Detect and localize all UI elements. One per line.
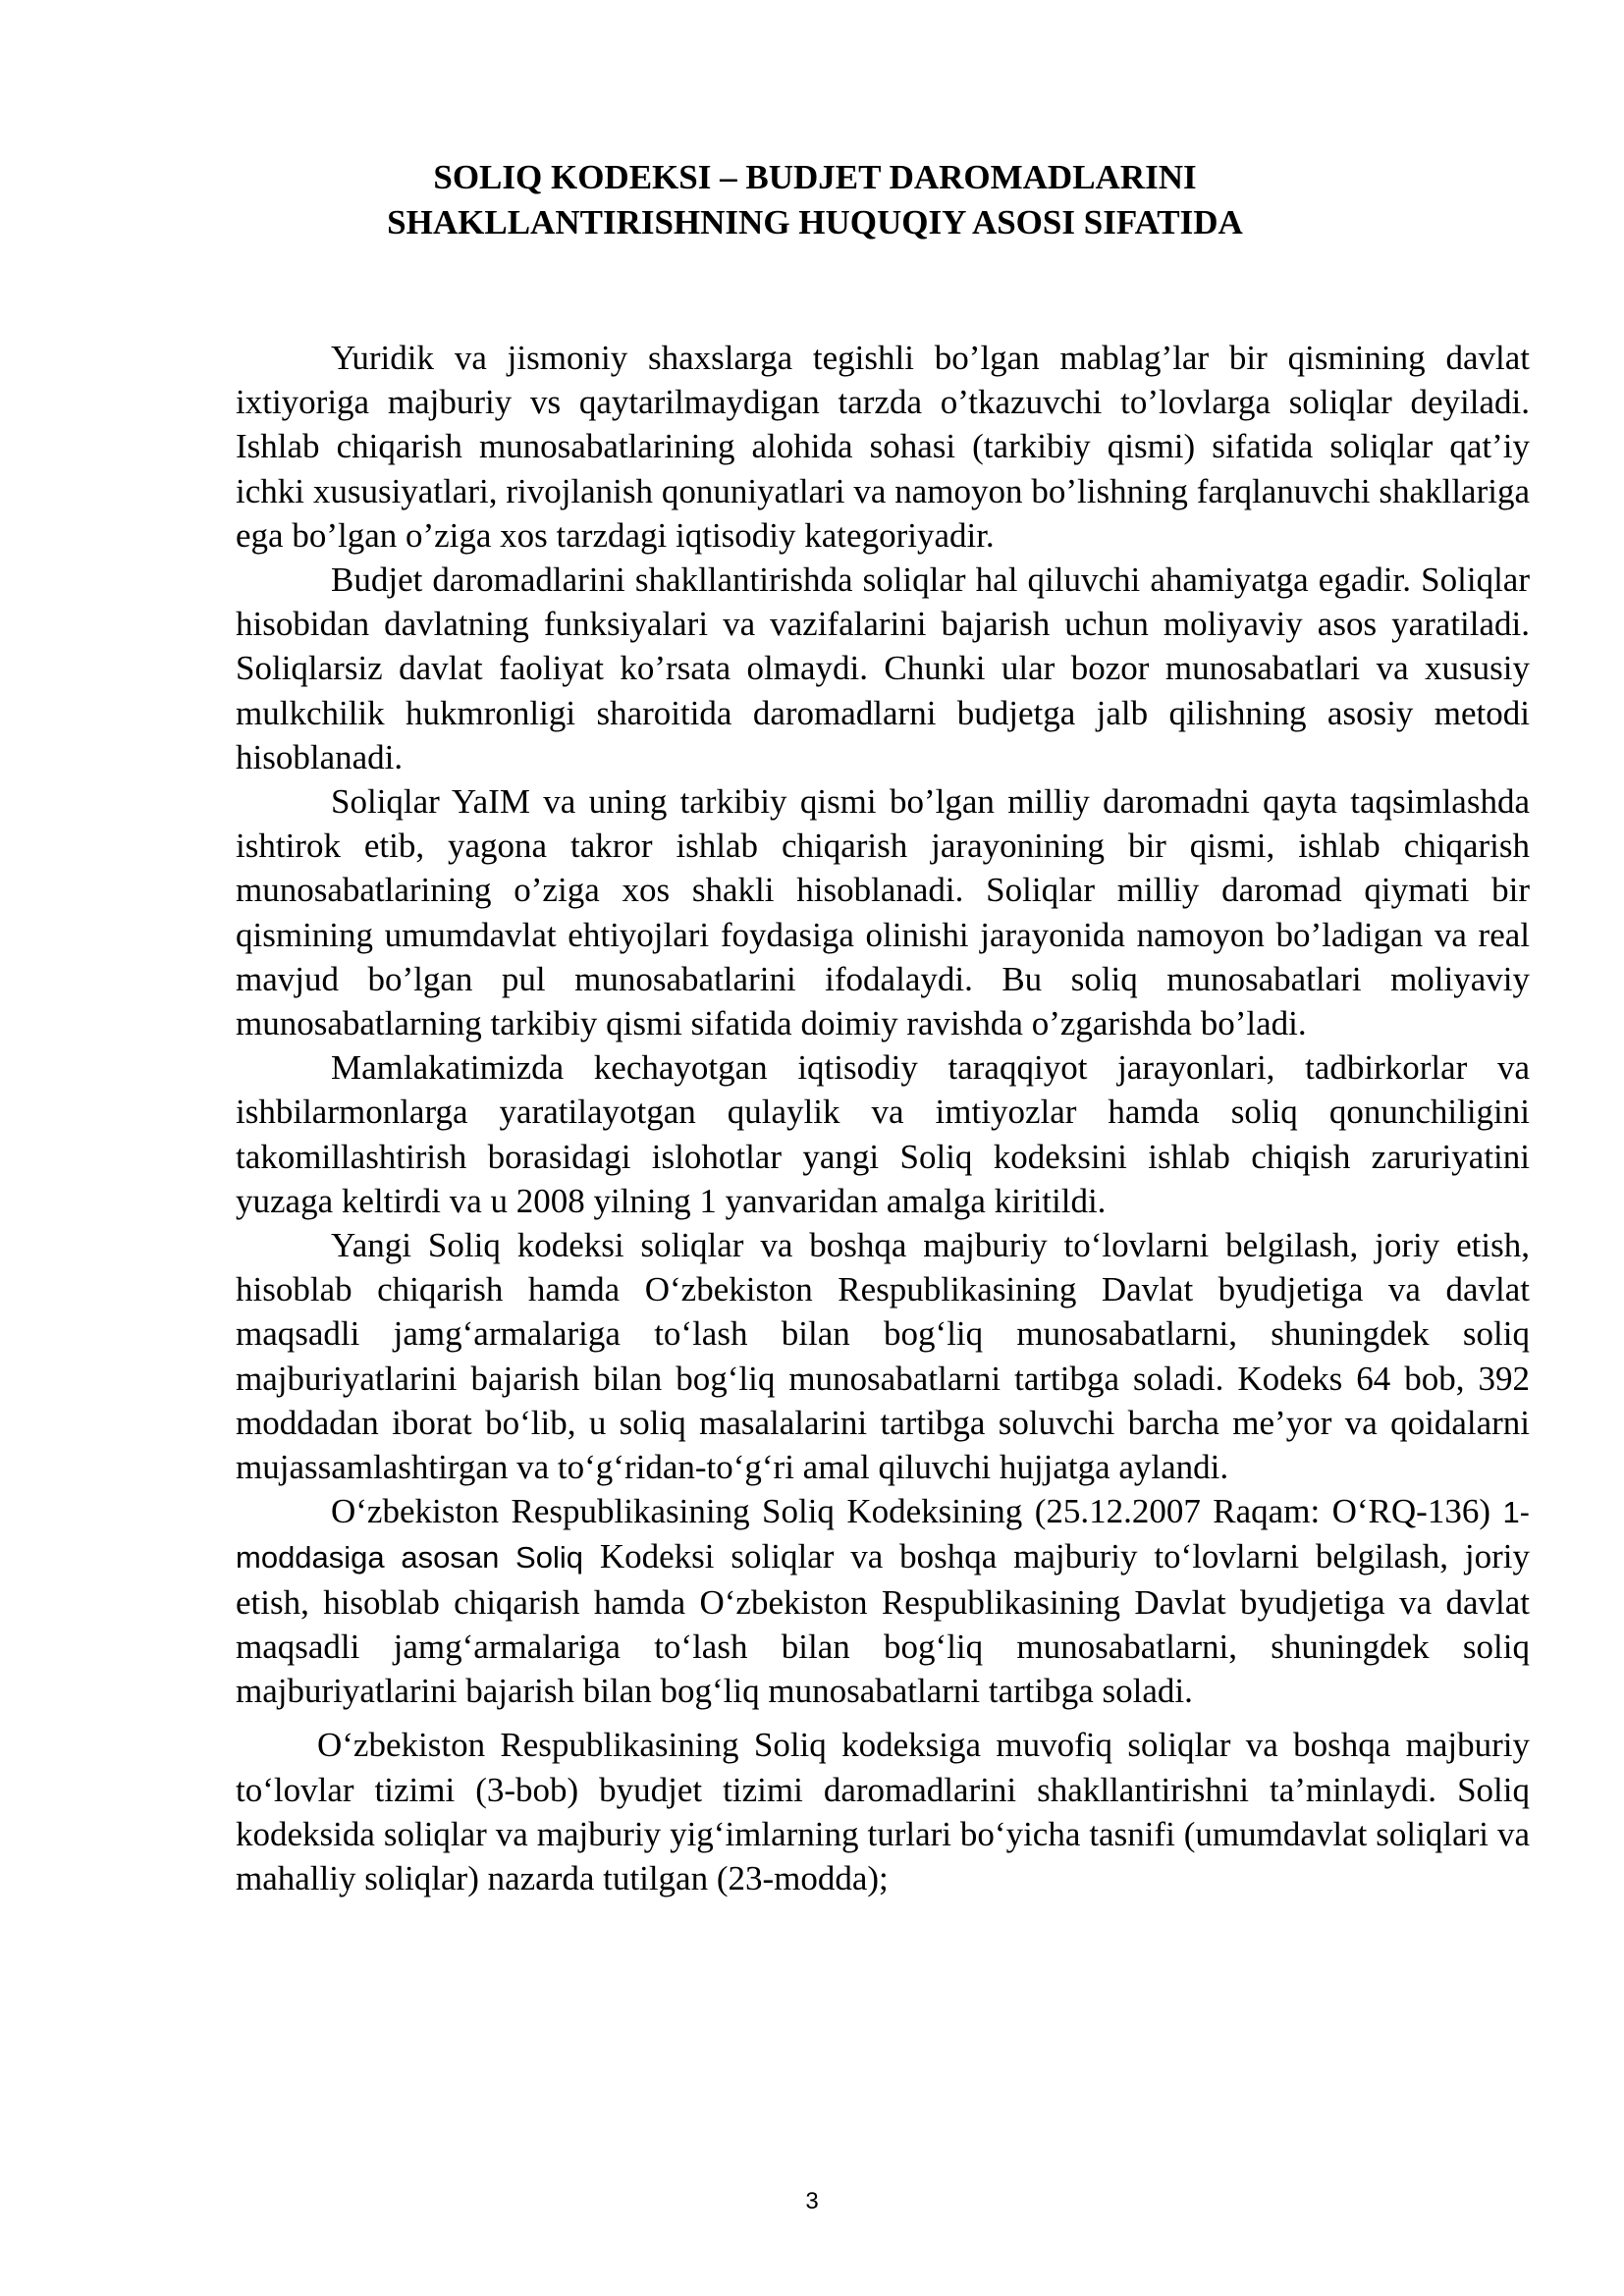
paragraph-2: Budjet daromadlarini shakllantirishda soliqlar hal qiluvchi ahamiyatga egadir. Soliqlar hisobidan davlatning funksiyalari va vazifalarini bajarish uchun moliyaviy asos yaratiladi. Soliqlarsiz davlat faoliyat ko’rsata olmaydi. Chunki ular bozor munosabatlari va xususiy mulkchilik hukmronligi sharoitida daromadlarni budjetga jalb qilishning asosiy metodi hisoblanadi. xyxy=(236,561,1530,776)
paragraph-6 xyxy=(236,1489,1530,1713)
title-line-1: SOLIQ KODEKSI – BUDJET DAROMADLARINI xyxy=(433,158,1197,196)
paragraph-6-part-1: O‘zbekiston Respublikasining Soliq Kodeksining (25.12.2007 Raqam: O‘RQ-136) xyxy=(331,1492,1490,1531)
paragraph-3: Soliqlar YaIM va uning tarkibiy qismi bo’lgan milliy daromadni qayta taqsimlashda ishtirok etib, yagona takror ishlab chiqarish jarayonining bir qismi, ishlab chiqarish munosabatlarining o’ziga xos shakli hisoblanadi. Soliqlar milliy daromad qiymati bir qismining umumdavlat ehtiyojlari foydasiga olinishi jarayonida namoyon bo’ladigan va real mavjud bo’lgan pul munosabatlarini ifodalaydi. Bu soliq munosabatlari moliyaviy munosabatlarning tarkibiy qismi sifatida doimiy ravishda o’zgarishda bo’ladi. xyxy=(236,782,1530,1043)
page-number: 3 xyxy=(805,2188,819,2215)
paragraph-7: O‘zbekiston Respublikasining Soliq kodeksiga muvofiq soliqlar va boshqa majburiy to‘lovlar tizimi (3-bob) byudjet tizimi daromadlarini shakllantirishni ta’minlaydi. Soliq kodeksida soliqlar va majburiy yig‘imlarning turlari bo‘yicha tasnifi (umumdavlat soliqlari va mahalliy soliqlar) nazarda tutilgan (23-modda); xyxy=(236,1726,1530,1897)
document-title xyxy=(236,155,1394,245)
paragraph-6-part-3: Kodeksi soliqlar va boshqa majburiy to‘lovlarni belgilash, joriy etish, hisoblab chiqarish hamda O‘zbekiston Respublikasining Davlat byudjetiga va davlat maqsadli jamg‘armalariga to‘lash bilan bog‘liq munosabatlarni, shuningdek soliq majburiyatlarini bajarish bilan bog‘liq munosabatlarni tartibga soladi. xyxy=(236,1537,1531,1711)
paragraph-5: Yangi Soliq kodeksi soliqlar va boshqa majburiy to‘lovlarni belgilash, joriy etish, hisoblab chiqarish hamda O‘zbekiston Respublikasining Davlat byudjetiga va davlat maqsadli jamg‘armalariga to‘lash bilan bog‘liq munosabatlarni, shuningdek soliq majburiyatlarini bajarish bilan bog‘liq munosabatlarni tartibga soladi. Kodeks 64 bob, 392 moddadan iborat bo‘lib, u soliq masalalarini tartibga soluvchi barcha me’yor va qoidalarni mujassamlashtirgan va to‘g‘ridan-to‘g‘ri amal qiluvchi hujjatga aylandi. xyxy=(236,1226,1530,1487)
paragraph-4: Mamlakatimizda kechayotgan iqtisodiy taraqqiyot jarayonlari, tadbirkorlar va ishbilarmonlarga yaratilayotgan qulaylik va imtiyozlar hamda soliq qonunchiligini takomillashtirish borasidagi islohotlar yangi Soliq kodeksini ishlab chiqish zaruriyatini yuzaga keltirdi va u 2008 yilning 1 yanvaridan amalga kiritildi. xyxy=(236,1048,1530,1220)
paragraph-6-part-2: 1-moddasiga asosan Soliq xyxy=(236,1495,1531,1575)
paragraph-1: Yuridik va jismoniy shaxslarga tegishli bo’lgan mablag’lar bir qismining davlat ixtiyoriga majburiy vs qaytarilmaydigan tarzda o’tkazuvchi to’lovlarga soliqlar deyiladi. Ishlab chiqarish munosabatlarining alohida sohasi (tarkibiy qismi) sifatida soliqlar qat’iy ichki xususiyatlari, rivojlanish qonuniyatlari va namoyon bo’lishning farqlanuvchi shakllariga ega bo’lgan o’ziga xos tarzdagi iqtisodiy kategoriyadir. xyxy=(236,339,1530,555)
title-line-2: SHAKLLANTIRISHNING HUQUQIY ASOSI SIFATIDA xyxy=(387,203,1243,241)
document-body xyxy=(236,336,1530,1900)
